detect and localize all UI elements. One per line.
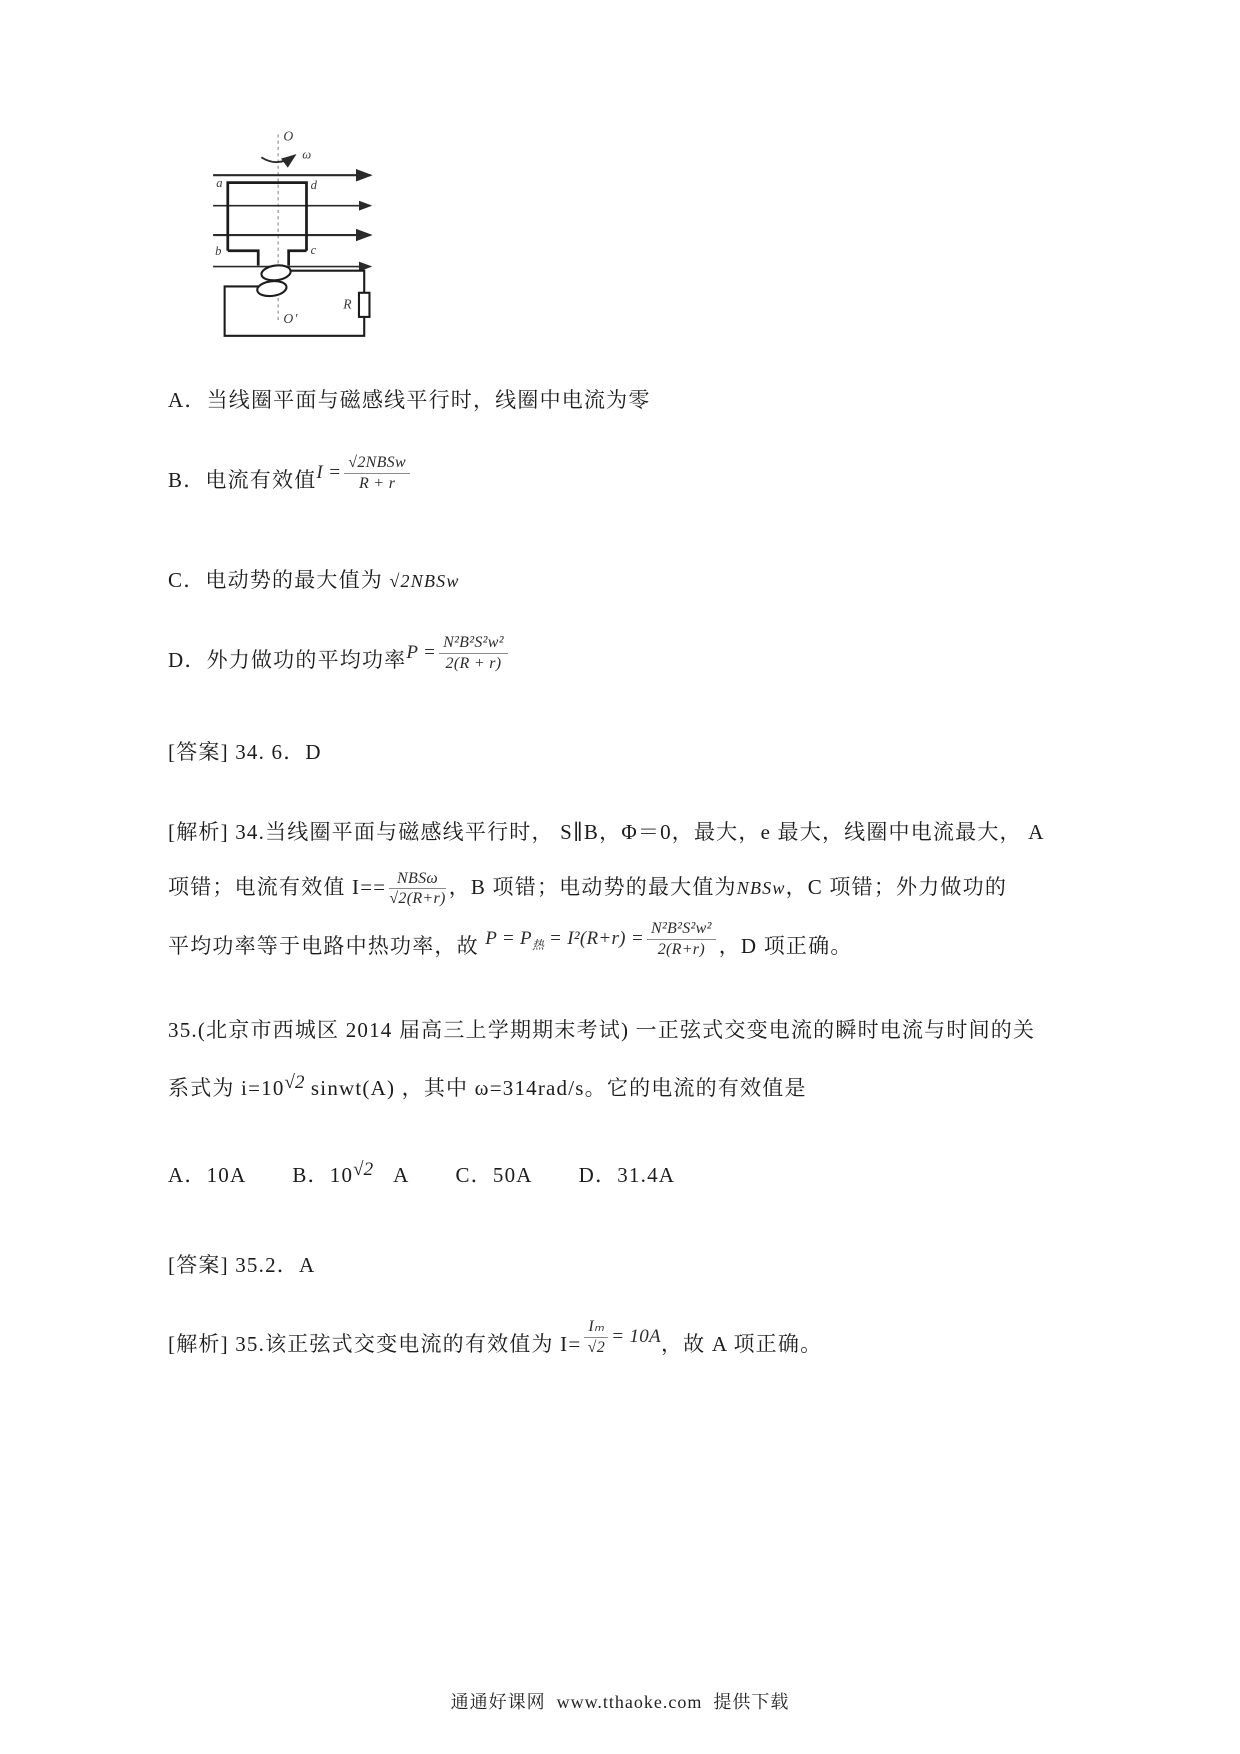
axis-bottom-label: O′ [283, 311, 299, 327]
question-35-sqrt: √2 [284, 1072, 305, 1094]
analysis-35-numerator: Iₘ [584, 1319, 608, 1338]
axis-top-label: O [283, 128, 295, 144]
analysis-34-frac2-denominator: 2(R+r) [657, 940, 705, 958]
analysis-34-line3-end: ，D 项正确。 [718, 934, 853, 959]
answer-34 [168, 738, 1082, 766]
q35-option-b-post: A [393, 1162, 410, 1187]
option-c [168, 566, 1082, 594]
option-d-formula [406, 635, 510, 673]
answer-35-text: [答案] 35.2．A [168, 1253, 316, 1278]
q35-option-d: D．31.4A [578, 1162, 676, 1187]
option-b-numerator: √2NBSw [344, 455, 410, 474]
option-d-numerator: N²B²S²w² [439, 635, 508, 654]
answer-35 [168, 1251, 1082, 1279]
wire-right [290, 271, 365, 293]
q35-option-b-sqrt: √2 [353, 1158, 374, 1180]
analysis-34-line2-inline-formula: NBSw [736, 877, 786, 898]
option-d-formula-lhs: P = [406, 642, 437, 664]
resistor-label: R [343, 296, 353, 312]
option-d-fraction [439, 635, 508, 673]
omega-label: ω [302, 147, 313, 162]
analysis-34-frac1-numerator: NBSω [389, 871, 445, 890]
option-d-denominator: 2(R + r) [445, 655, 502, 673]
option-d-text: D．外力做功的平均功率 [168, 648, 407, 673]
analysis-34-line3 [168, 920, 1082, 968]
footer-site-name: 通通好课网 [450, 1692, 546, 1712]
analysis-35-formula [581, 1319, 661, 1357]
q35-option-b [292, 1158, 410, 1187]
option-b-formula [316, 455, 413, 493]
option-a [168, 386, 1082, 414]
analysis-35 [168, 1317, 1082, 1366]
question-35-stem-line2-pre: 系式为 i=10 [168, 1076, 285, 1101]
question-35-stem-line2 [168, 1074, 1082, 1103]
analysis-34-line2-mid: ，B 项错；电动势的最大值为 [448, 874, 737, 899]
footer-url: www.tthaoke.com [556, 1692, 703, 1712]
coil-lead-right [289, 251, 307, 266]
analysis-34-line3-pre: 平均功率等于电路中热功率，故 [168, 934, 479, 959]
corner-a-label: a [216, 175, 224, 190]
option-a-text: A．当线圈平面与磁感线平行时，线圈中电流为零 [168, 388, 651, 412]
option-c-formula: √2NBSw [389, 570, 460, 591]
analysis-34-fraction-1 [389, 871, 445, 909]
analysis-34-line2-formula [386, 869, 448, 908]
corner-b-label: b [215, 243, 223, 258]
question-35-stem-line1 [168, 1016, 1082, 1044]
analysis-34-formula-p1: P = P [485, 928, 532, 950]
analysis-34-formula-subscript: 热 [531, 938, 544, 953]
analysis-34-frac1-denominator: √2(R+r) [389, 890, 446, 908]
analysis-34-line2-pre: 项错；电流有效值 I== [168, 874, 387, 899]
analysis-35-equals: = 10A [611, 1325, 661, 1347]
coil-loop [228, 183, 307, 251]
question-35-options [168, 1158, 1082, 1190]
analysis-34-line2 [168, 871, 1082, 909]
q35-option-c: C．50A [455, 1162, 533, 1187]
option-b-text: B．电流有效值 [168, 468, 317, 493]
analysis-34-frac2-numerator: N²B²S²w² [647, 921, 716, 940]
option-b [168, 454, 1082, 502]
analysis-35-pre: [解析] 35.该正弦式交变电流的有效值为 I= [168, 1331, 582, 1356]
analysis-34-line2-end: ，C 项错；外力做功的 [785, 874, 1008, 899]
circuit-diagram-svg [210, 128, 382, 340]
analysis-35-post: ，故 A 项正确。 [660, 1331, 823, 1356]
analysis-35-fraction [584, 1319, 608, 1357]
q35-option-a: A．10A [168, 1162, 247, 1187]
analysis-35-denominator: √2 [587, 1338, 606, 1356]
analysis-34-fraction-2 [647, 921, 716, 959]
resistor [359, 293, 369, 317]
corner-d-label: d [310, 177, 319, 192]
option-d [168, 634, 1082, 682]
analysis-34-line3-formula [485, 921, 718, 959]
analysis-34-formula-p2: = I²(R+r) = [543, 928, 644, 950]
analysis-34-line1-text: [解析] 34.当线圈平面与磁感线平行时， S∥B，Φ＝0，最大，e 最大，线圈中电流最大， A [168, 820, 1045, 845]
question-35-stem-line2-post: sinwt(A) ，其中 ω=314rad/s。它的电流的有效值是 [304, 1076, 807, 1101]
q35-option-b-pre: B．10 [292, 1162, 354, 1187]
question-35-stem-line1-text: 35.(北京市西城区 2014 届高三上学期期末考试) 一正弦式交变电流的瞬时电流与时间的关 [168, 1017, 1036, 1042]
page-footer [0, 1688, 1240, 1714]
corner-c-label: c [310, 242, 318, 257]
slip-ring-bottom [256, 279, 287, 297]
option-b-formula-lhs: I = [316, 462, 342, 484]
answer-34-text: [答案] 34. 6．D [168, 739, 322, 764]
footer-suffix: 提供下载 [713, 1692, 790, 1712]
option-c-text: C．电动势的最大值为 [168, 567, 384, 592]
option-b-fraction [344, 455, 410, 493]
analysis-34-line1 [168, 818, 1082, 846]
option-b-denominator: R + r [358, 475, 396, 493]
circuit-diagram [210, 128, 390, 340]
coil-lead-left [228, 251, 258, 266]
